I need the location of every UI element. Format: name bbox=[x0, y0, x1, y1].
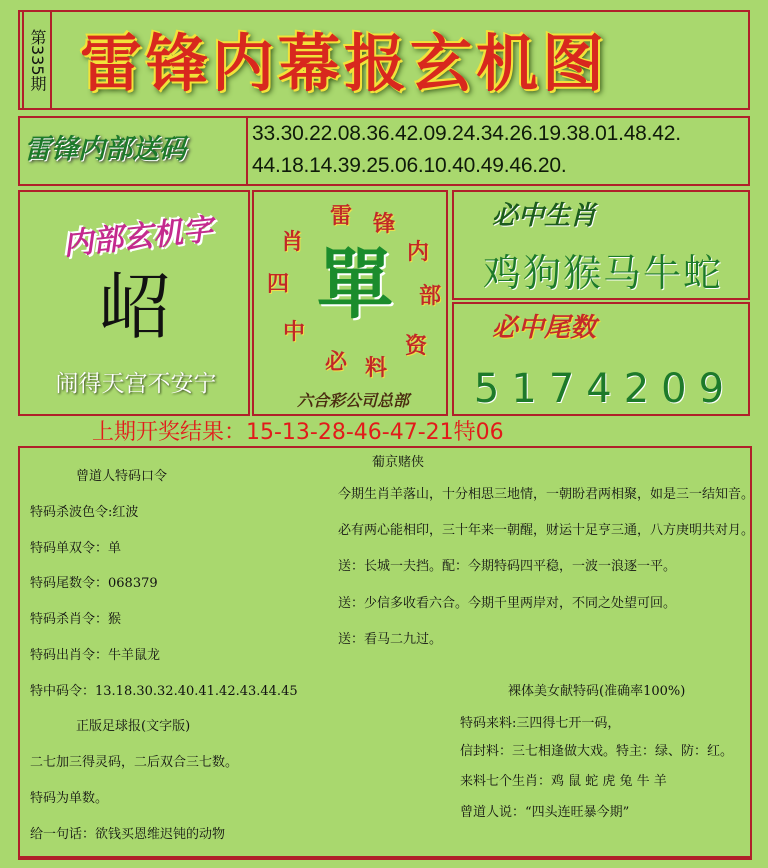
left-line: 特码杀肖令：猴 bbox=[30, 612, 122, 627]
page-title: 雷锋内幕报玄机图 bbox=[80, 27, 609, 100]
ring-char: 肖 bbox=[280, 229, 303, 255]
zodiac-value: 鸡狗猴马牛蛇 bbox=[482, 251, 723, 295]
tail-label: 必中尾数 bbox=[492, 313, 597, 343]
secret-char: 岹 bbox=[98, 265, 171, 349]
secret-phrase: 闹得天宫不安宁 bbox=[55, 371, 217, 397]
last-result: 上期开奖结果：15-13-28-46-47-21特06 bbox=[92, 420, 504, 445]
right-heading: 葡京赌侠 bbox=[372, 455, 425, 470]
right-paragraph: 今期生肖羊落山，十分相思三地情，一朝盼君两相聚，如是三一结知音。 bbox=[338, 487, 755, 502]
codes-line-2: 44.18.14.39.25.06.10.40.49.46.20. bbox=[252, 154, 567, 177]
left-line: 特码单双令：单 bbox=[30, 541, 122, 556]
ring-char: 中 bbox=[282, 319, 305, 345]
left-line: 特码出肖令：牛羊鼠龙 bbox=[30, 648, 161, 663]
right-heading-2: 裸体美女献特码(准确率100%) bbox=[508, 684, 686, 699]
right-line: 信封料：三七相逢做大戏。特主：绿、防：红。 bbox=[460, 744, 734, 759]
right-line: 来料七个生肖：鸡 鼠 蛇 虎 兔 牛 羊 bbox=[460, 774, 667, 789]
ring-char: 雷 bbox=[329, 203, 352, 229]
ring-char: 四 bbox=[266, 271, 289, 297]
tail-value: 5174209 bbox=[473, 366, 737, 412]
right-paragraph: 送：看马二九过。 bbox=[338, 632, 443, 647]
left-line: 特码为单数。 bbox=[30, 791, 109, 806]
zodiac-label: 必中生肖 bbox=[492, 201, 597, 231]
codes-divider bbox=[246, 116, 248, 186]
codes-label: 雷锋内部送码 bbox=[24, 134, 186, 165]
right-paragraph: 送：长城一夫挡。配：今期特码四平稳，一波一浪逐一平。 bbox=[338, 559, 677, 574]
ring-char: 料 bbox=[364, 355, 387, 381]
right-paragraph: 送：少信多收看六合。今期千里两岸对，不同之处望可回。 bbox=[338, 596, 677, 611]
company-label: 六合彩公司总部 bbox=[296, 391, 409, 410]
ring-char: 锋 bbox=[372, 211, 395, 237]
ring-char: 必 bbox=[324, 349, 347, 375]
bottom-panel-divider bbox=[18, 858, 752, 860]
left-line: 给一句话：欲钱买恩维迟钝的动物 bbox=[30, 827, 226, 842]
right-line: 曾道人说：“四头连旺暴今期” bbox=[460, 805, 630, 820]
left-line: 特码尾数令：068379 bbox=[30, 576, 158, 591]
issue-number: 第335期 bbox=[22, 10, 52, 110]
left-line: 特中码令：13.18.30.32.40.41.42.43.44.45 bbox=[30, 684, 298, 699]
secret-label: 内部玄机字 bbox=[61, 212, 215, 263]
left-line: 特码杀波色令:红波 bbox=[30, 505, 139, 520]
ring-char: 部 bbox=[418, 283, 441, 309]
single-char: 單 bbox=[317, 240, 393, 329]
left-heading-2: 正版足球报(文字版) bbox=[76, 719, 191, 734]
left-line: 二七加三得灵码，二后双合三七数。 bbox=[30, 755, 239, 770]
left-heading: 曾道人特码口令 bbox=[76, 469, 168, 484]
right-line: 特码来料:三四得七开一码， bbox=[460, 716, 621, 731]
ring-char: 资 bbox=[404, 333, 427, 359]
ring-char: 内 bbox=[406, 239, 429, 265]
codes-line-1: 33.30.22.08.36.42.09.24.34.26.19.38.01.48.42. bbox=[252, 122, 681, 145]
right-paragraph: 必有两心能相印，三十年来一朝醒，财运十足亨三通，八方庚明共对月。 bbox=[338, 523, 755, 538]
